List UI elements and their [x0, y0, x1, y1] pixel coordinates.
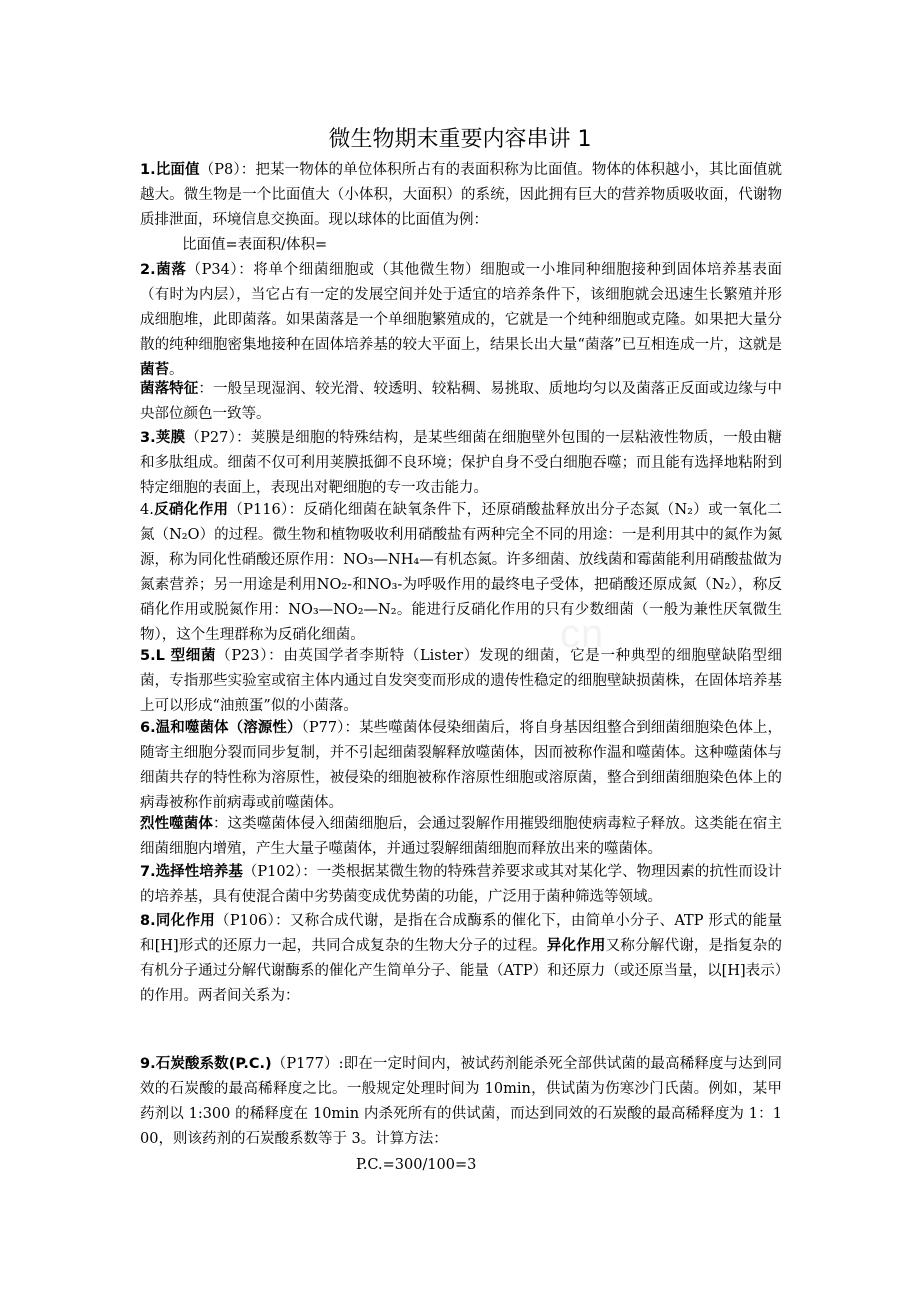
section-2b-text: ：一般呈现湿润、较光滑、较透明、较粘稠、易挑取、质地均匀以及菌落正反面或边缘与中央部位颜色一致等。: [140, 381, 782, 422]
section-9-text: :即在一定时间内，被试药剂能杀死全部供试菌的最高稀释度与达到同效的石炭酸的最高稀释度之比。一般规定处理时间为 10min，供试菌为伤寒沙门氏菌。例如，某甲药剂以 1:300 的稀释度在 10min 内杀死所有的供试菌，而达到同效的石炭酸的最高稀释度为 1：100，则该药剂的石炭酸系数等于 3。计算方法：: [140, 1056, 782, 1147]
section-3: [140, 426, 782, 501]
section-2-heading: 2.菌落: [140, 262, 187, 278]
section-8-text-2: 又称分解代谢，是指复杂的有机分子通过分解代谢酶系的催化产生简单分子、能量（ATP）和还原力（或还原当量，以[H]表示）的作用。两者间关系为：: [140, 938, 783, 1004]
section-5: [140, 644, 782, 719]
section-8-heading-2: 异化作用: [546, 938, 606, 954]
section-7: [140, 860, 782, 910]
section-6b-text: ：这类噬菌体侵入细菌细胞后，会通过裂解作用摧毁细胞使病毒粒子释放。这类能在宿主细菌细胞内增殖，产生大量子噬菌体，并通过裂解细菌细胞而释放出来的噬菌体。: [140, 816, 783, 857]
section-9-formula: P.C.=300/100=3: [356, 1157, 477, 1173]
section-5-heading: 5.L 型细菌: [140, 648, 217, 664]
section-4: [140, 498, 782, 648]
section-4-number: 4.: [140, 502, 154, 518]
section-2-end: 。: [169, 362, 184, 378]
section-7-page: （P102）: [242, 864, 303, 880]
section-6-text: ：某些噬菌体侵染细菌后，将自身基因组整合到细菌细胞染色体上，随寄主细胞分裂而同步复制，并不引起细菌裂解释放噬菌体，因而被称作温和噬菌体。这种噬菌体与细菌共存的特性称为溶原性，被侵染的细胞被称作溶原性细胞或溶原菌，整合到细菌细胞染色体上的病毒被称作前病毒或前噬菌体。: [140, 720, 782, 811]
section-1-text: ：把某一物体的单位体积所占有的表面积称为比面值。物体的体积越小，其比面值就越大。微生物是一个比面值大（小体积，大面积）的系统，因此拥有巨大的营养物质吸收面，代谢物质排泄面，环境信息交换面。现以球体的比面值为例：: [140, 162, 782, 228]
section-2: [140, 258, 782, 383]
section-1-page: （P8）: [199, 162, 241, 178]
watermark: cn: [560, 612, 605, 656]
page-title: 微生物期末重要内容串讲 1: [328, 127, 592, 152]
section-2-text: ：将单个细菌细胞或（其他微生物）细胞或一小堆同种细胞接种到固体培养基表面（有时为内层），当它占有一定的发展空间并处于适宜的培养条件下，该细胞就会迅速生长繁殖并形成细胞堆，此即菌落。如果菌落是一个单细胞繁殖成的，它就是一个纯种细胞或克隆。如果把大量分散的纯种细胞密集地接种在固体培养基的较大平面上，结果长出大量“菌落”已互相连成一片，这就是: [140, 262, 782, 353]
section-2b-heading: 菌落特征: [140, 381, 199, 397]
section-3-page: （P27）: [185, 430, 237, 446]
section-2b: [140, 377, 782, 427]
section-6-heading: 6.温和噬菌体（溶源性）: [140, 720, 302, 736]
section-3-text: ：荚膜是细胞的特殊结构，是某些细菌在细胞壁外包围的一层粘液性物质，一般由糖和多肽组成。细菌不仅可利用荚膜抵御不良环境；保护自身不受白细胞吞噬；而且能有选择地粘附到特定细胞的表面上，表现出对靶细胞的专一攻击能力。: [140, 430, 782, 496]
section-1: [140, 158, 782, 258]
section-5-text: ：由英国学者李斯特（Lister）发现的细菌，它是一种典型的细胞壁缺陷型细菌，专指那些实验室或宿主体内通过自发突变而形成的遗传性稳定的细胞壁缺损菌株，在固体培养基上可以形成“油煎蛋”似的小菌落。: [140, 648, 783, 714]
section-8-heading: 8.同化作用: [140, 913, 216, 929]
section-6: [140, 716, 782, 816]
section-1-heading: 1.比面值: [140, 162, 200, 178]
section-9: [140, 1052, 782, 1152]
section-4-text: ：反硝化细菌在缺氧条件下，还原硝酸盐释放出分子态氮（N₂）或一氧化二氮（N₂O）的过程。微生物和植物吸收利用硝酸盐有两种完全不同的用途：一是利用其中的氮作为氮源，称为同化性硝酸还原作用：NO₃—NH₄—有机态氮。许多细菌、放线菌和霉菌能利用硝酸盐做为氮素营养；另一用途是利用NO₂-和NO₃-为呼吸作用的最终电子受体，把硝酸还原成氮（N₂），称反硝化作用或脱氮作用：NO₃—NO₂—N₂。能进行反硝化作用的只有少数细菌（一般为兼性厌氧微生物），这个生理群称为反硝化细菌。: [140, 502, 783, 643]
section-1-formula: 比面值=表面积/体积=: [182, 237, 328, 253]
section-4-heading: 反硝化作用: [153, 502, 229, 518]
section-6b: [140, 812, 782, 862]
section-7-text: ：一类根据某微生物的特殊营养要求或其对某化学、物理因素的抗性而设计的培养基，具有使混合菌中劣势菌变成优势菌的功能，广泛用于菌种筛选等领域。: [140, 864, 782, 905]
section-2-bold-term: 菌苔: [140, 362, 169, 378]
section-9-heading: 9.石炭酸系数(P.C.): [140, 1056, 272, 1072]
section-3-heading: 3.荚膜: [140, 430, 186, 446]
section-4-page: （P116）: [228, 502, 289, 518]
section-6b-heading: 烈性噬菌体: [140, 816, 213, 832]
section-9-page: （P177）: [271, 1056, 339, 1072]
section-8-text: ：又称合成代谢，是指在合成酶系的催化下，由简单小分子、ATP 形式的能量和[H]形式的还原力一起，共同合成复杂的生物大分子的过程。: [140, 913, 782, 954]
section-5-page: （P23）: [216, 648, 269, 664]
section-2-page: （P34）: [186, 262, 239, 278]
section-8: [140, 909, 782, 1009]
section-8-page: （P106）: [215, 913, 276, 929]
section-7-heading: 7.选择性培养基: [140, 864, 243, 880]
section-6-page: （P77）: [301, 720, 345, 736]
